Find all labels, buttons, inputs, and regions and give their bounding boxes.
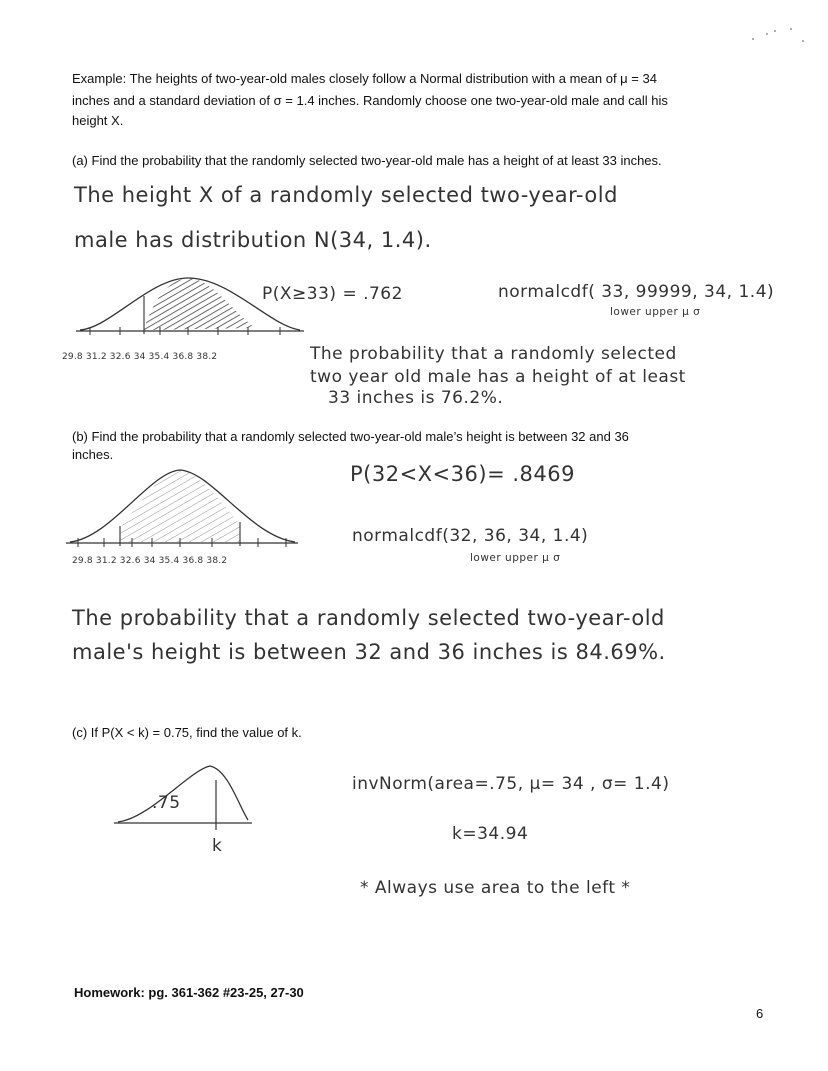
- page-number: 6: [756, 1006, 764, 1021]
- scan-speckles: [752, 28, 812, 48]
- part-b-conclusion-1: The probability that a randomly selected two-year-old: [72, 606, 665, 630]
- part-c-area-label: .75: [152, 793, 181, 813]
- part-b-calc: normalcdf(32, 36, 34, 1.4): [352, 526, 589, 546]
- part-a-question: (a) Find the probability that the randomly selected two-year-old male has a height of at least 33 inches.: [72, 153, 662, 168]
- example-line-1: Example: The heights of two-year-old males closely follow a Normal distribution with a mean of μ = 34: [72, 71, 657, 86]
- part-c-normal-curve: [110, 760, 260, 840]
- part-c-k-value: k=34.94: [452, 824, 529, 844]
- part-c-question: (c) If P(X < k) = 0.75, find the value of k.: [72, 725, 302, 740]
- part-a-conclusion-3: 33 inches is 76.2%.: [328, 388, 504, 408]
- part-c-note: * Always use area to the left *: [360, 878, 631, 898]
- part-a-hand-line-2: male has distribution N(34, 1.4).: [74, 228, 432, 252]
- part-a-normal-curve: [70, 268, 310, 348]
- part-a-conclusion-2: two year old male has a height of at least: [310, 367, 686, 387]
- part-b-calc-labels: lower upper μ σ: [470, 552, 561, 564]
- homework-line: Homework: pg. 361-362 #23-25, 27-30: [74, 985, 304, 1000]
- part-b-axis-ticks: 29.8 31.2 32.6 34 35.4 36.8 38.2: [72, 556, 228, 566]
- part-b-normal-curve: [60, 464, 320, 564]
- part-a-hand-line-1: The height X of a randomly selected two-year-old: [74, 183, 618, 207]
- example-line-3: height X.: [72, 113, 124, 128]
- part-a-calc: normalcdf( 33, 99999, 34, 1.4): [498, 282, 775, 302]
- example-line-2: inches and a standard deviation of σ = 1.4 inches. Randomly choose one two-year-old male and call his: [72, 93, 668, 108]
- part-b-conclusion-2: male's height is between 32 and 36 inches is 84.69%.: [72, 640, 666, 664]
- part-a-conclusion-1: The probability that a randomly selected: [310, 344, 677, 364]
- part-c-k-label: k: [212, 836, 223, 856]
- part-a-prob-eq: P(X≥33) = .762: [262, 284, 403, 304]
- part-b-question-2: inches.: [72, 447, 114, 462]
- part-a-axis-ticks: 29.8 31.2 32.6 34 35.4 36.8 38.2: [62, 352, 218, 362]
- part-b-prob-eq: P(32<X<36)= .8469: [350, 462, 575, 486]
- part-c-invnorm: invNorm(area=.75, μ= 34 , σ= 1.4): [352, 774, 670, 794]
- part-a-calc-labels: lower upper μ σ: [610, 306, 701, 318]
- part-b-question-1: (b) Find the probability that a randomly selected two-year-old male’s height is between 32 and 36: [72, 429, 629, 444]
